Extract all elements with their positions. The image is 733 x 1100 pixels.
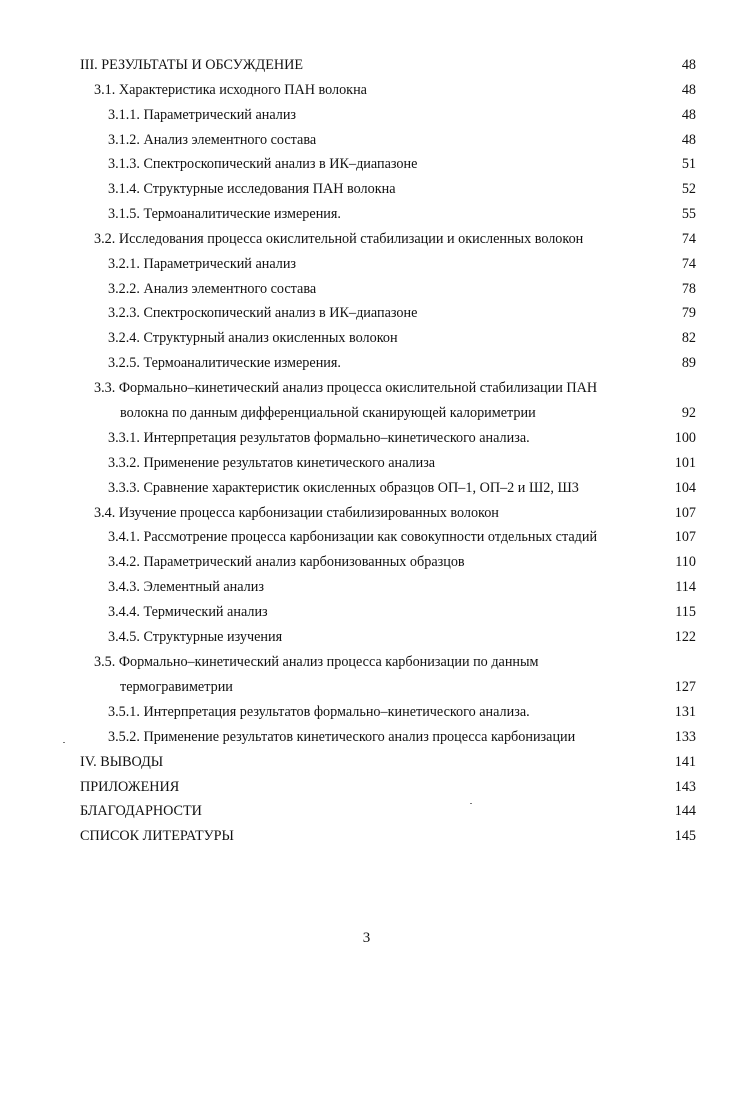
toc-entry (0, 451, 733, 475)
toc-entry-title: БЛАГОДАРНОСТИ (80, 803, 202, 819)
toc-entry-title: 3.1.3. Спектроскопический анализ в ИК–диапазоне (108, 156, 418, 172)
toc-entry-title: 3.2.5. Термоаналитические измерения. (108, 355, 341, 371)
toc-entry-page: 127 (674, 679, 696, 695)
toc-entry (0, 525, 733, 549)
toc-entry-page: 51 (681, 156, 696, 172)
toc-entry-page: 89 (681, 355, 696, 371)
toc-entry (0, 725, 733, 749)
toc-entry-title: 3.3.1. Интерпретация результатов формально–кинетического анализа. (108, 430, 530, 446)
toc-entry-page: 133 (674, 729, 696, 745)
toc-entry (0, 476, 733, 500)
toc-entry (0, 426, 733, 450)
toc-entry-page: 48 (681, 132, 696, 148)
toc-entry (0, 277, 733, 301)
toc-entry (0, 401, 733, 425)
scan-speck (63, 742, 65, 743)
toc-entry-title: ПРИЛОЖЕНИЯ (80, 779, 180, 795)
toc-entry-title: термогравиметрии (120, 679, 233, 695)
toc-entry-title: 3.2.4. Структурный анализ окисленных волокон (108, 330, 398, 346)
toc-entry-title: 3.1. Характеристика исходного ПАН волокна (94, 82, 367, 98)
toc-entry (0, 103, 733, 127)
toc-entry-page: 48 (681, 107, 696, 123)
toc-entry-page: 145 (674, 828, 696, 844)
toc-entry (0, 128, 733, 152)
toc-entry-page: 100 (674, 430, 696, 446)
toc-entry-page: 110 (675, 554, 696, 570)
toc-entry-title: 3.4.4. Термический анализ (108, 604, 268, 620)
toc-entry-page: 78 (681, 281, 696, 297)
toc-entry-page: 92 (681, 405, 696, 421)
toc-entry (0, 700, 733, 724)
toc-entry (0, 301, 733, 325)
toc-entry (0, 501, 733, 525)
toc-entry (0, 177, 733, 201)
toc-entry-page: 55 (681, 206, 696, 222)
toc-entry (0, 650, 733, 674)
toc-entry-page: 141 (674, 754, 696, 770)
toc-entry-title: 3.2.1. Параметрический анализ (108, 256, 297, 272)
toc-entry-title: 3.4.2. Параметрический анализ карбонизованных образцов (108, 554, 465, 570)
toc-entry-page: 115 (675, 604, 696, 620)
page-number: 3 (362, 930, 371, 946)
toc-entry-title: 3.2.3. Спектроскопический анализ в ИК–диапазоне (108, 305, 418, 321)
toc-entry (0, 750, 733, 774)
toc-entry (0, 775, 733, 799)
toc-entry-page: 107 (674, 505, 696, 521)
toc-entry (0, 326, 733, 350)
toc-entry-title: 3.1.2. Анализ элементного состава (108, 132, 317, 148)
toc-entry-title: III. РЕЗУЛЬТАТЫ И ОБСУЖДЕНИЕ (80, 57, 304, 73)
toc-entry-title: 3.3. Формально–кинетический анализ процесса окислительной стабилизации ПАН (94, 380, 598, 396)
toc-entry-title: 3.1.1. Параметрический анализ (108, 107, 297, 123)
toc-entry-page: 114 (675, 579, 696, 595)
toc-entry-title: 3.5. Формально–кинетический анализ процесса карбонизации по данным (94, 654, 539, 670)
toc-entry-title: 3.4.1. Рассмотрение процесса карбонизации как совокупности отдельных стадий (108, 529, 598, 545)
toc-entry (0, 376, 733, 400)
toc-entry-title: 3.2. Исследования процесса окислительной стабилизации и окисленных волокон (94, 231, 584, 247)
toc-entry-title: 3.1.5. Термоаналитические измерения. (108, 206, 341, 222)
toc-entry-title: IV. ВЫВОДЫ (80, 754, 164, 770)
toc-entry (0, 675, 733, 699)
toc-entry-page: 79 (681, 305, 696, 321)
toc-entry-page: 101 (674, 455, 696, 471)
scan-speck (470, 803, 472, 804)
toc-entry-title: 3.3.3. Сравнение характеристик окисленных образцов ОП–1, ОП–2 и Ш2, Ш3 (108, 480, 579, 496)
toc-entry (0, 351, 733, 375)
toc-entry-page: 74 (681, 256, 696, 272)
toc-entry (0, 600, 733, 624)
toc-entry (0, 799, 733, 823)
toc-entry-page: 144 (674, 803, 696, 819)
toc-entry-page: 48 (681, 82, 696, 98)
toc-entry-page: 143 (674, 779, 696, 795)
toc-entry (0, 625, 733, 649)
toc-entry-page: 131 (674, 704, 696, 720)
toc-entry-page: 122 (674, 629, 696, 645)
toc-entry-title: 3.1.4. Структурные исследования ПАН волокна (108, 181, 396, 197)
toc-entry-page: 48 (681, 57, 696, 73)
toc-entry (0, 53, 733, 77)
toc-entry-page: 74 (681, 231, 696, 247)
toc-entry-page: 82 (681, 330, 696, 346)
toc-entry-title: 3.4.5. Структурные изучения (108, 629, 283, 645)
toc-entry-title: 3.5.1. Интерпретация результатов формально–кинетического анализа. (108, 704, 530, 720)
toc-entry-title: волокна по данным дифференциальной сканирующей калориметрии (120, 405, 536, 421)
toc-entry (0, 227, 733, 251)
toc-entry (0, 575, 733, 599)
toc-entry (0, 824, 733, 848)
toc-entry (0, 152, 733, 176)
toc-entry-title: 3.4. Изучение процесса карбонизации стабилизированных волокон (94, 505, 499, 521)
toc-entry (0, 202, 733, 226)
toc-entry (0, 252, 733, 276)
toc-entry-title: 3.4.3. Элементный анализ (108, 579, 264, 595)
toc-entry (0, 550, 733, 574)
toc-entry-page: 104 (674, 480, 696, 496)
toc-entry-title: 3.2.2. Анализ элементного состава (108, 281, 317, 297)
toc-entry-page: 52 (681, 181, 696, 197)
toc-entry (0, 78, 733, 102)
toc-entry-page: 107 (674, 529, 696, 545)
toc-entry-title: 3.5.2. Применение результатов кинетического анализ процесса карбонизации (108, 729, 576, 745)
toc-entry-title: СПИСОК ЛИТЕРАТУРЫ (80, 828, 234, 844)
toc-entry-title: 3.3.2. Применение результатов кинетического анализа (108, 455, 436, 471)
